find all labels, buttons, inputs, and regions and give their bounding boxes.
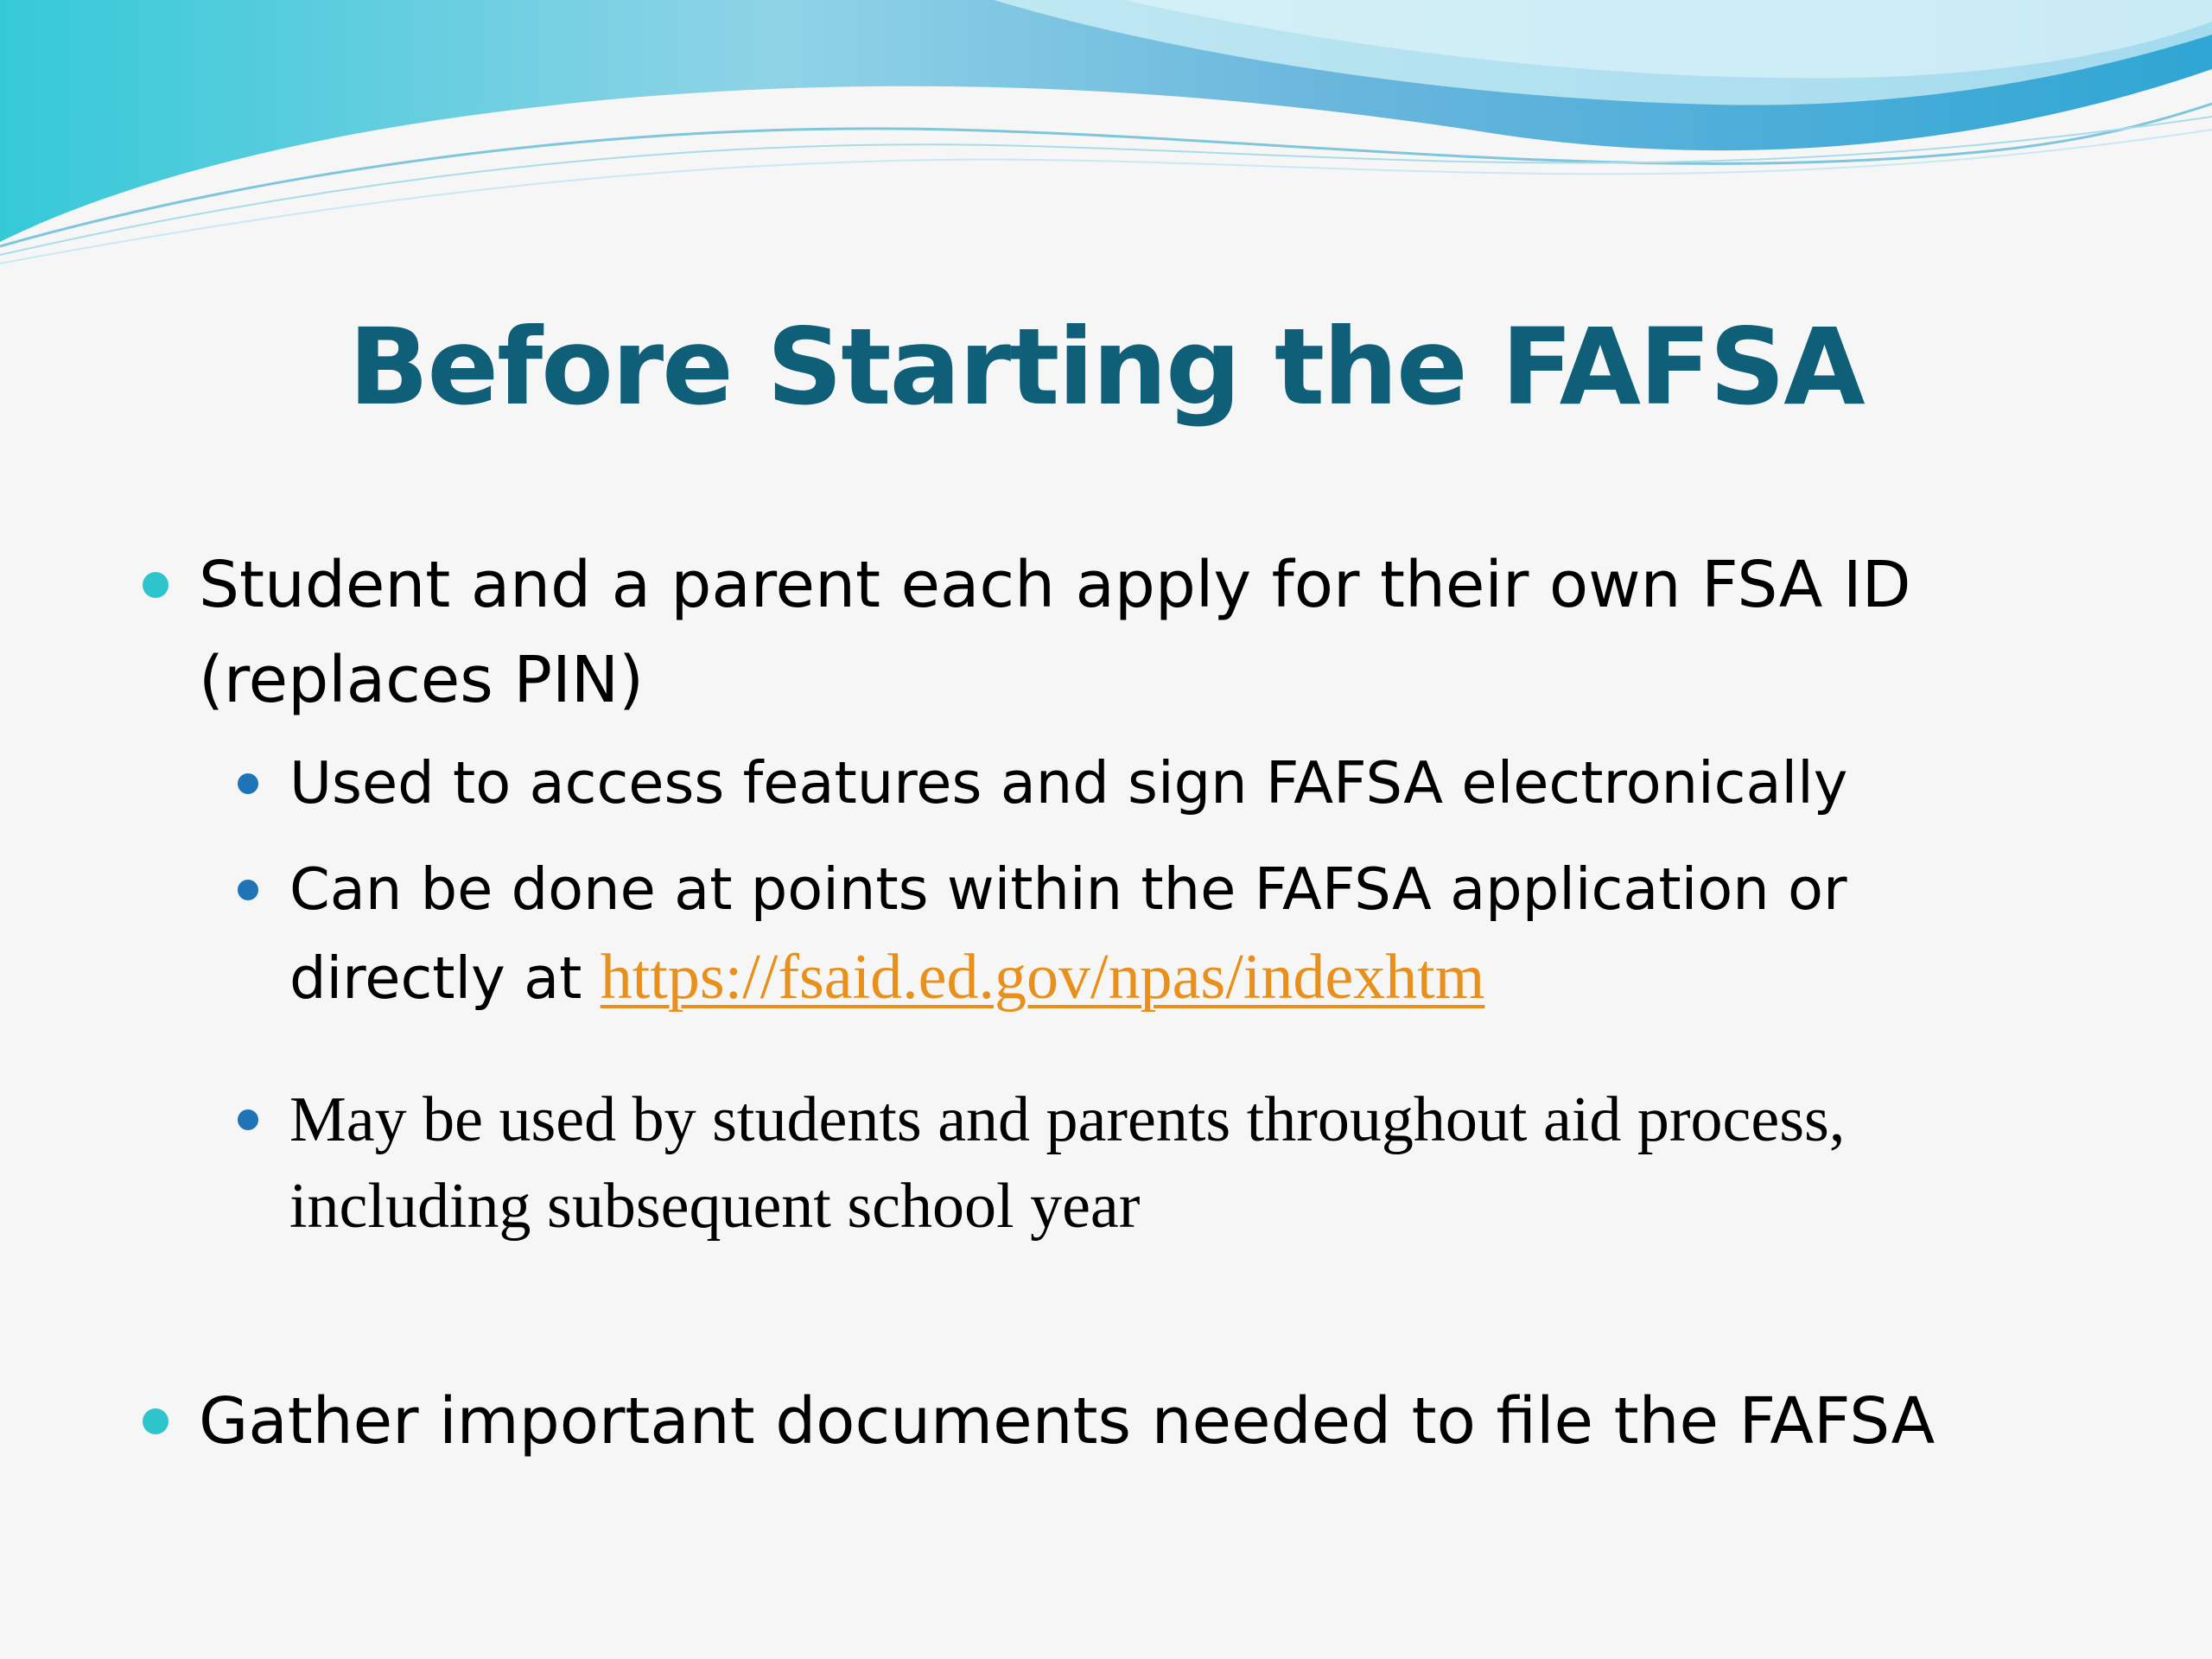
fsa-id-link[interactable]: https://fsaid.ed.gov/npas/indexhtm — [600, 942, 1485, 1013]
sub-bullet-dot — [238, 773, 258, 794]
sub-bullet-usage — [289, 1077, 2018, 1249]
sub-bullet-text: Used to access features and sign FAFSA electronically — [289, 749, 1848, 817]
sub-bullet-dot — [238, 880, 258, 900]
bullet-text: Gather important documents needed to file the FAFSA — [199, 1384, 1936, 1459]
bullet-dot — [143, 1408, 168, 1434]
sub-bullet-text: Can be done at points within the FAFSA application or directly at — [289, 855, 1847, 1012]
header-wave-decoration — [0, 0, 2212, 276]
sub-bullet-text: May be used by students and parents throughout aid process, including subsequent school year — [289, 1084, 1846, 1242]
sub-bullet-dot — [238, 1109, 258, 1130]
sub-bullet-access-features — [289, 739, 2104, 827]
bullet-text: Student and a parent each apply for their own FSA ID (replaces PIN) — [199, 548, 1911, 717]
bullet-fsa-id — [199, 537, 2013, 728]
slide-title: Before Starting the FAFSA — [348, 306, 1864, 429]
bullet-dot — [143, 572, 168, 598]
bullet-gather-documents — [199, 1374, 2100, 1469]
sub-bullet-where-to-apply — [289, 845, 2018, 1022]
